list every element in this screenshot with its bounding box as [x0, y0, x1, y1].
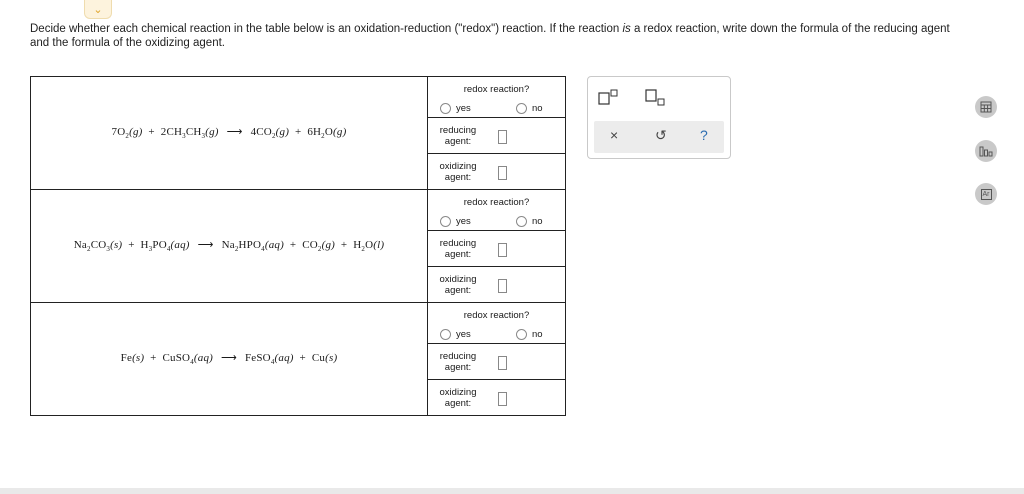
reaction-equation-3: Fe(s) + CuSO$_4$(aq) ⟶ FeSO$_4$(aq) + Cu(s) [31, 303, 428, 416]
radio-circle[interactable] [440, 329, 451, 340]
calculator-icon[interactable] [975, 96, 997, 118]
reaction-arrow: ⟶ [221, 352, 237, 365]
redox-no-radio[interactable]: no [516, 103, 543, 114]
reducing-agent-input[interactable] [498, 356, 507, 370]
reducing-agent-row: reducing agent: [428, 344, 565, 380]
redox-yes-radio[interactable]: yes [440, 103, 471, 114]
question-prompt: Decide whether each chemical reaction in the table below is an oxidation-reduction ("redox") reaction. If the reaction is a redox reaction, write down the formula of the reducing agent and the formula of the oxidizing agent. [30, 23, 950, 49]
reaction-equation-1: $7O_2(g) + 2CH_3CH_3(g)$ ⟶ $4CO_2(g) + 6H_2O(g)$ [31, 77, 428, 190]
radio-circle[interactable] [516, 216, 527, 227]
reducing-agent-input[interactable] [498, 243, 507, 257]
help-button[interactable]: ? [700, 127, 708, 143]
subscript-box-icon[interactable] [645, 89, 667, 110]
oxidizing-agent-input[interactable] [498, 166, 507, 180]
redox-no-radio[interactable]: no [516, 216, 543, 227]
redox-question: redox reaction? yes no [428, 77, 565, 118]
radio-circle[interactable] [516, 329, 527, 340]
reaction-equation-2: $Na_2CO_3(s) + H_3PO_4(aq)$ ⟶ $Na_2HPO_4(aq) + CO_2(g) + H_2O(l)$ [31, 190, 428, 303]
redox-yes-radio[interactable]: yes [440, 329, 471, 340]
oxidizing-agent-row: oxidizing agent: [428, 267, 565, 302]
oxidizing-agent-row: oxidizing agent: [428, 380, 565, 415]
tool-action-bar [594, 121, 724, 153]
reaction-row [31, 303, 566, 416]
redox-yes-radio[interactable]: yes [440, 216, 471, 227]
radio-circle[interactable] [516, 103, 527, 114]
reducing-agent-row: reducing agent: [428, 118, 565, 154]
answer-cell-2 [428, 190, 566, 303]
superscript-box-icon[interactable] [598, 89, 620, 108]
redox-question: redox reaction? yes no [428, 303, 565, 344]
clear-button[interactable]: × [610, 127, 619, 143]
oxidizing-agent-input[interactable] [498, 392, 507, 406]
undo-button[interactable]: ↺ [655, 127, 667, 143]
chevron-down-icon: ⌄ [93, 3, 103, 16]
redox-no-radio[interactable]: no [516, 329, 543, 340]
oxidizing-agent-row: oxidizing agent: [428, 154, 565, 189]
reaction-table [30, 76, 566, 416]
radio-circle[interactable] [440, 103, 451, 114]
answer-cell-1 [428, 77, 566, 190]
collapse-tab[interactable] [84, 0, 112, 19]
reducing-agent-input[interactable] [498, 130, 507, 144]
oxidizing-agent-input[interactable] [498, 279, 507, 293]
redox-question: redox reaction? yes no [428, 190, 565, 231]
periodic-table-icon[interactable]: Ar [975, 183, 997, 205]
bar-chart-icon[interactable] [975, 140, 997, 162]
bottom-bar [0, 488, 1024, 494]
reducing-agent-row: reducing agent: [428, 231, 565, 267]
reaction-row [31, 77, 566, 190]
reaction-arrow: ⟶ [226, 126, 243, 139]
reaction-arrow: ⟶ [197, 239, 214, 252]
radio-circle[interactable] [440, 216, 451, 227]
answer-cell-3 [428, 303, 566, 416]
answer-tools-panel [587, 76, 731, 159]
reaction-row [31, 190, 566, 303]
